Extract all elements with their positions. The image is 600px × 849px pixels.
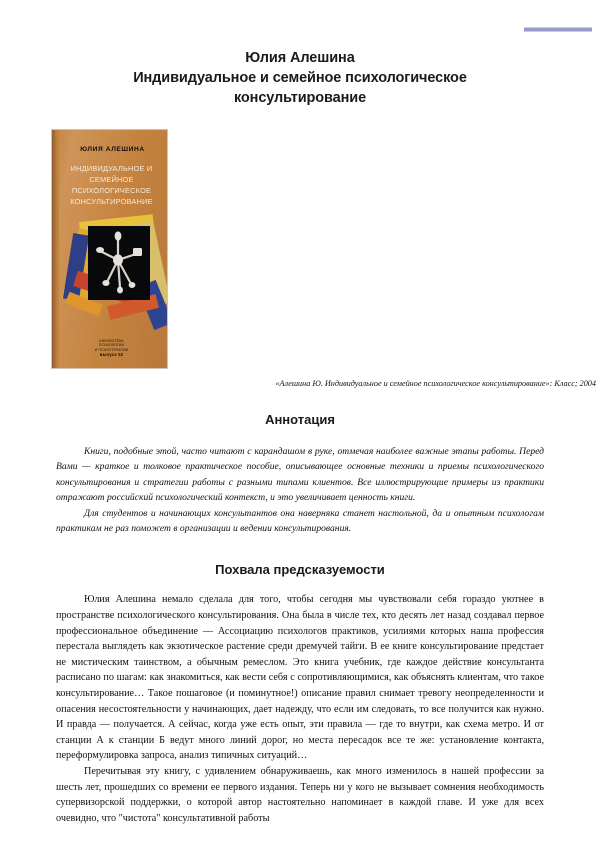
figure-caption: «Алешина Ю. Индивидуальное и семейное психологическое консультирование»: Класс; 2004 (275, 379, 596, 388)
cover-series-line-1: БИБЛИОТЕКА (99, 338, 124, 343)
annotation-paragraph-2: Для студентов и начинающих консультантов она наверняка станет настольной, да и опытным психологам практикам не раз поможет в организации и ведении консультирования. (56, 507, 544, 535)
annotation-body (0, 444, 600, 536)
page-title (0, 0, 600, 108)
book-spine (52, 130, 59, 368)
title-line-main: Индивидуальное и семейное психологическое (133, 70, 467, 86)
chapter-body (0, 592, 600, 826)
cover-series-line-2: ПСИХОЛОГИИ (98, 343, 125, 348)
chapter-heading: Похвала предсказуемости (215, 562, 385, 578)
cover-title-line-1: ИНДИВИДУАЛЬНОЕ И СЕМЕЙНОЕ (70, 164, 153, 184)
cover-photograph (88, 226, 150, 300)
cover-title-line-2: ПСИХОЛОГИЧЕСКОЕ (71, 186, 152, 195)
annotation-heading: Аннотация (265, 412, 335, 427)
book-cover-image (52, 130, 167, 368)
title-line-author: Юлия Алешина (245, 50, 355, 66)
book-cover-figure (0, 130, 600, 368)
abstract-figure-icon (90, 230, 148, 296)
annotation-paragraph-1: Книги, подобные этой, часто читают с карандашом в руке, отмечая наиболее важные этапы работы. Перед Вами — краткое и толковое практическое пособие, описывающее основные техники и приемы психологического консультирования и стратегии работы с разными типами клиентов. Все иллюстрирующие примеры из практики отражают российский психологический контекст, и это увеличивает ценность книги. (56, 446, 544, 504)
cover-series-line-3: И ПСИХОТЕРАПИИ (94, 347, 129, 352)
cover-title-line-3: КОНСУЛЬТИРОВАНИЕ (70, 197, 153, 206)
chapter-paragraph-2: Перечитывая эту книгу, с удивлением обнаруживаешь, как много изменилось в нашей профессии за шесть лет, прошедших со времени ее первого издания. Теперь ни у кого не вызывает сомнения необходимость супервизорской поддержки, о которой автор настоятельно напоминает в каждой главе. И уже для всех очевидно, что "чистота" консультативной работы (56, 765, 544, 824)
cover-series-issue: выпуск 52 (99, 352, 124, 358)
cover-title (61, 163, 162, 207)
cover-series-block (62, 339, 161, 358)
chapter-paragraph-1: Юлия Алешина немало сделала для того, чтобы сегодня мы чувствовали себя гораздо уютнее в пространстве психологического консультирования. Она была в числе тех, кто десять лет назад создавал первое профессиональное объединение — Ассоциацию психологов практиков, усилиями которых наша профессия перестала выглядеть как экзотическое растение среди дремучей тайги. В ее книге консультирование предстает не мистическим таинством, а обычным ремеслом. Это книга учебник, где каждое действие консультанта расписано по шагам: как знакомиться, как вести себя с сопротивляющимися, как объяснять клиентам, что такое консультирование… Такое пошаговое (и поминутное!) описание правил снимает тревогу неопределенности и опасения несостоятельности у начинающих, дает надежду, что если им следовать, то все получится как нужно. И правда — получается. А сейчас, когда уже есть опыт, эти правила — где то внутри, как схема метро. И от станции А к станции Б ведут много линий дорог, но места пересадок все те же: установление контакта, переформулировка запроса, анализ типичных ситуаций… (56, 594, 544, 762)
title-line-cont: консультирование (233, 90, 367, 106)
cover-author: ЮЛИЯ АЛЕШИНА (80, 146, 145, 153)
top-right-rule (524, 27, 592, 32)
